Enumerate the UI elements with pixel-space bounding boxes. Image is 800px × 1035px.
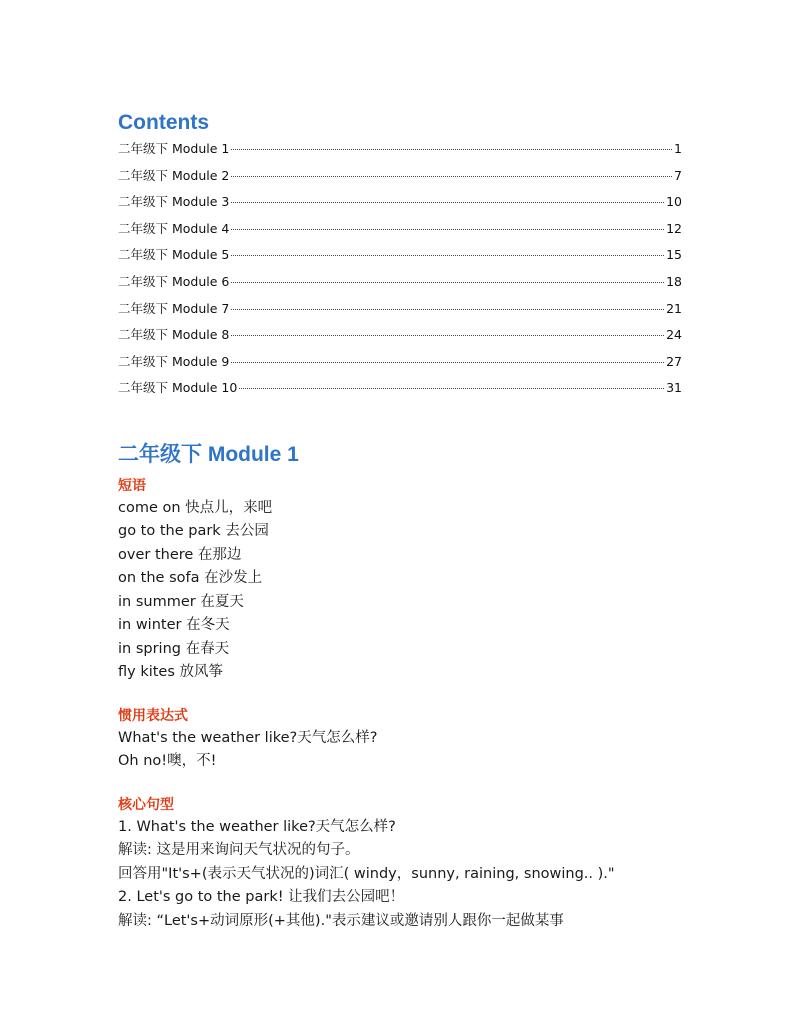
core-sentence-line: 2. Let's go to the park! 让我们去公园吧！ [118,889,405,906]
toc-entry-page: 18 [666,273,682,289]
toc-entry[interactable] [118,299,682,326]
toc-entry-page: 12 [666,220,682,236]
module-title: 二年级下 Module 1 [118,442,299,466]
toc-entry-label: 二年级下 Module 2 [118,167,230,183]
toc-entry-label: 二年级下 Module 4 [118,220,230,236]
toc-entry[interactable] [118,192,682,219]
toc-entry[interactable] [118,325,682,352]
toc-entry-label: 二年级下 Module 9 [118,353,230,369]
core-sentence-line: 解读: “Let's+动词原形(+其他)."表示建议或邀请别人跟你一起做某事 [118,912,564,929]
expressions-heading: 惯用表达式 [118,707,188,724]
toc-entry-page: 7 [674,167,682,183]
phrases-heading: 短语 [118,477,146,494]
toc-entry[interactable] [118,378,682,405]
document-page [118,110,682,953]
phrase-item: on the sofa 在沙发上 [118,570,263,587]
toc-entry-label: 二年级下 Module 7 [118,300,230,316]
toc-entry[interactable] [118,166,682,193]
toc-leader [231,255,664,256]
phrases-section [118,475,682,685]
toc-leader [231,176,672,177]
toc-leader [231,362,664,363]
toc-leader [231,229,664,230]
core-sentences-heading: 核心句型 [118,796,174,813]
expression-item: What's the weather like?天气怎么样? [118,729,378,746]
toc-entry-page: 21 [666,300,682,316]
toc-leader [231,202,664,203]
toc-leader [231,309,664,310]
toc-entry-page: 27 [666,353,682,369]
phrase-item: in spring 在春天 [118,640,230,657]
toc-title: Contents [118,111,209,134]
toc-entry[interactable] [118,139,682,166]
toc-entry-label: 二年级下 Module 10 [118,380,238,396]
toc-entry-page: 31 [666,380,682,396]
toc-entry-page: 10 [666,194,682,210]
toc-leader [231,335,664,336]
toc-entry[interactable] [118,219,682,246]
toc-leader [231,149,672,150]
toc-entry-page: 24 [666,327,682,343]
core-sentences-section [118,794,682,934]
core-sentence-line: 回答用"It's+(表示天气状况的)词汇( windy，sunny, raining, snowing.. )." [118,865,615,882]
phrase-item: in summer 在夏天 [118,593,244,610]
phrase-item: come on 快点儿，来吧 [118,499,273,516]
expression-item: Oh no!噢，不! [118,753,217,770]
toc-entry-page: 1 [674,141,682,156]
toc-leader [239,388,664,389]
toc-entry-label: 二年级下 Module 6 [118,273,230,289]
toc-entry[interactable] [118,352,682,379]
toc-entry-page: 15 [666,247,682,263]
phrase-item: fly kites 放风筝 [118,664,224,681]
expressions-section [118,705,682,774]
toc-entry[interactable] [118,272,682,299]
phrase-item: over there 在那边 [118,546,242,563]
toc-entry-label: 二年级下 Module 5 [118,247,230,263]
toc-entry[interactable] [118,245,682,272]
core-sentence-line: 解读: 这是用来询问天气状况的句子。 [118,842,360,859]
toc-leader [231,282,664,283]
toc-entry-label: 二年级下 Module 3 [118,194,230,210]
toc-list [118,139,682,405]
toc-entry-label: 二年级下 Module 8 [118,327,230,343]
phrase-item: in winter 在冬天 [118,617,230,634]
toc-entry-label: 二年级下 Module 1 [118,141,230,156]
core-sentence-line: 1. What's the weather like?天气怎么样? [118,818,396,835]
phrase-item: go to the park 去公园 [118,523,269,540]
